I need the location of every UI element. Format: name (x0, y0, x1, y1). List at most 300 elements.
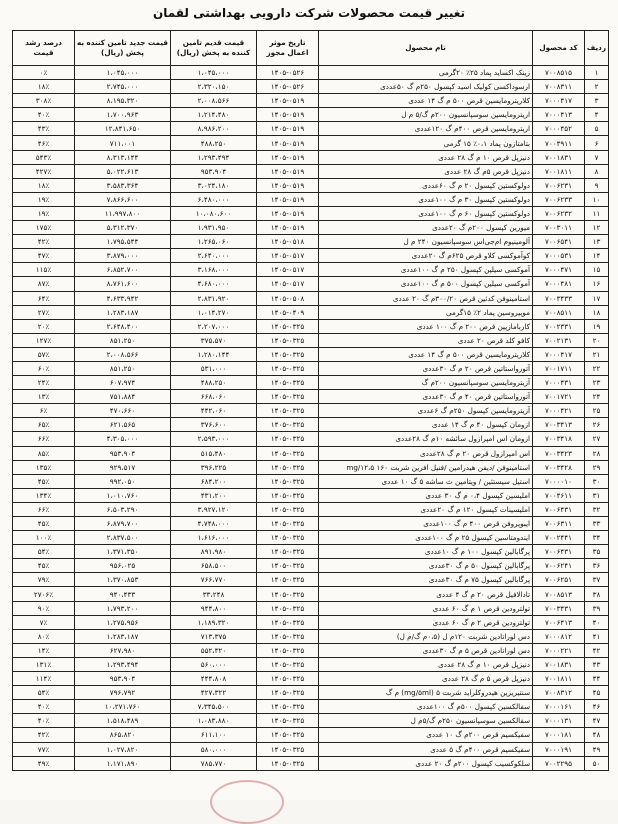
product-name-cell: کاربامازپین قرص ۲۰۰ م گ ۱۰۰ عددی (319, 319, 533, 333)
product-name-cell: بتامتازون پماد ۰،۱٪ ۱۵ گرمی (319, 136, 533, 150)
product-code-cell: ۷۰۰۴۹۱۱ (533, 136, 585, 150)
old-price-cell: ۱،۲۹۳،۴۹۴ (171, 150, 257, 164)
row-number-cell: ۱۶ (585, 277, 609, 291)
effective-date-cell: ۱۴۰۵-۰۳۲۵ (257, 531, 319, 545)
old-price-cell: ۲،۲۰۷،۰۰۰ (171, 319, 257, 333)
row-number-cell: ۲۲ (585, 361, 609, 375)
old-price-cell: ۴۸۸،۲۵۰ (171, 376, 257, 390)
effective-date-cell: ۱۴۰۵-۰۳۲۵ (257, 657, 319, 671)
new-price-cell: ۴،۳۰۵،۰۰۰ (75, 432, 171, 446)
growth-percent-cell: ۱۱۴٪ (13, 672, 75, 686)
effective-date-cell: ۱۴۰۵-۰۴۰۹ (257, 305, 319, 319)
old-price-cell: ۱،۱۸۹،۳۲۰ (171, 615, 257, 629)
effective-date-cell: ۱۴۰۵-۰۳۲۵ (257, 615, 319, 629)
new-price-cell: ۳،۸۷۹،۰۰۰ (75, 249, 171, 263)
effective-date-cell: ۱۴۰۵-۰۳۲۵ (257, 601, 319, 615)
old-price-cell: ۳،۱۶۸،۰۰۰ (171, 263, 257, 277)
product-code-cell: ۷۰۰۰۱۳۱ (533, 714, 585, 728)
table-row (13, 686, 609, 700)
effective-date-cell: ۱۴۰۵-۰۵۱۸ (257, 235, 319, 249)
row-number-cell: ۳۷ (585, 573, 609, 587)
table-row (13, 446, 609, 460)
effective-date-cell: ۱۴۰۵-۰۳۲۵ (257, 460, 319, 474)
product-name-cell: ایندومتاسین کپسول ۲۵ م گ ۱۰۰عددی (319, 531, 533, 545)
effective-date-cell: ۱۴۰۵-۰۳۲۵ (257, 319, 319, 333)
effective-date-cell: ۱۴۰۵-۰۳۲۵ (257, 502, 319, 516)
product-name-cell: آلومینیوم ام‌جی‌اس سوسپانسیون ۲۴۰ م ل (319, 235, 533, 249)
table-row (13, 108, 609, 122)
new-price-cell: ۱،۰۴۵،۰۰۰ (75, 66, 171, 80)
product-code-cell: ۷۰۰۰۴۱۷ (533, 347, 585, 361)
table-row (13, 672, 609, 686)
row-number-cell: ۲۵ (585, 404, 609, 418)
effective-date-cell: ۱۴۰۵-۰۵۱۷ (257, 249, 319, 263)
table-row (13, 361, 609, 375)
row-number-cell: ۱۳ (585, 235, 609, 249)
effective-date-cell: ۱۴۰۵-۰۳۲۵ (257, 361, 319, 375)
product-code-cell: ۷۰۰۶۲۴۱ (533, 559, 585, 573)
old-price-cell: ۶۵۸،۵۰۰ (171, 559, 257, 573)
old-price-cell: ۷۶۶،۷۷۰ (171, 573, 257, 587)
new-price-cell: ۹۵۳،۹۰۴ (75, 672, 171, 686)
old-price-cell: ۴۴۲،۰۶۰ (171, 404, 257, 418)
table-row (13, 488, 609, 502)
table-row (13, 615, 609, 629)
product-name-cell: کلاریترومایسین قرص ۵۰۰ م گ ۱۴ عددی (319, 347, 533, 361)
table-row (13, 742, 609, 756)
product-code-cell: ۷۰۰۰۱۹۱ (533, 742, 585, 756)
table-row (13, 291, 609, 305)
growth-percent-cell: ۱۰۰٪ (13, 531, 75, 545)
growth-percent-cell: ۶۴٪ (13, 291, 75, 305)
new-price-cell: ۶۲۱،۵۶۵ (75, 418, 171, 432)
row-number-cell: ۲ (585, 80, 609, 94)
product-code-cell: ۷۰۰۴۶۱۱ (533, 488, 585, 502)
product-code-cell: ۷۰۰۲۳۳۱ (533, 319, 585, 333)
header-name: نام محصول (319, 31, 533, 66)
growth-percent-cell: ۶٪ (13, 404, 75, 418)
effective-date-cell: ۱۴۰۵-۰۳۲۵ (257, 559, 319, 573)
growth-percent-cell: ۵۴۳٪ (13, 150, 75, 164)
row-number-cell: ۱۹ (585, 319, 609, 333)
product-name-cell: تادالافیل قرص ۲۰ م گ ۴ عددی (319, 587, 533, 601)
table-row (13, 347, 609, 361)
product-code-cell: ۷۰۰۸۵۱۳ (533, 587, 585, 601)
old-price-cell: ۷۸۵،۷۷۰ (171, 756, 257, 770)
header-new-price: قیمت جدید تامین کننده به پخش (ریال) (75, 31, 171, 66)
row-number-cell: ۱۰ (585, 192, 609, 206)
growth-percent-cell: ۲۴٪ (13, 376, 75, 390)
effective-date-cell: ۱۴۰۵-۰۵۱۹ (257, 164, 319, 178)
new-price-cell: ۸۶۵،۸۲۰ (75, 728, 171, 742)
new-price-cell: ۵،۳۱۲،۳۷۰ (75, 221, 171, 235)
effective-date-cell: ۱۴۰۵-۰۳۲۵ (257, 376, 319, 390)
product-code-cell: ۷۰۰۰۴۳۱ (533, 376, 585, 390)
new-price-cell: ۴،۶۳۳،۹۴۲ (75, 291, 171, 305)
growth-percent-cell: ۸۰٪ (13, 629, 75, 643)
new-price-cell: ۶،۸۵۲،۷۰۰ (75, 263, 171, 277)
new-price-cell: ۱،۷۹۵،۵۴۴ (75, 235, 171, 249)
growth-percent-cell: ۴۵٪ (13, 474, 75, 488)
old-price-cell: ۲،۶۴۰،۰۰۰ (171, 249, 257, 263)
row-number-cell: ۴۷ (585, 714, 609, 728)
old-price-cell: ۱،۲۱۴،۴۸۰ (171, 108, 257, 122)
product-code-cell: ۷۰۰۰۱۶۱ (533, 700, 585, 714)
table-row (13, 164, 609, 178)
row-number-cell: ۲۴ (585, 390, 609, 404)
table-row (13, 192, 609, 206)
new-price-cell: ۸۵۱،۲۵۰ (75, 361, 171, 375)
product-code-cell: ۷۰۰۰۴۸۱ (533, 277, 585, 291)
new-price-cell: ۱،۲۹۳،۴۹۴ (75, 657, 171, 671)
growth-percent-cell: ۲۷٪ (13, 305, 75, 319)
new-price-cell: ۱،۲۸۳،۱۸۷ (75, 629, 171, 643)
product-code-cell: ۷۰۰۶۲۳۲ (533, 206, 585, 220)
product-code-cell: ۷۰۰۸۵۱۵ (533, 66, 585, 80)
table-row (13, 502, 609, 516)
product-name-cell: دولوکستین کپسول ۶۰ م گ ۱۰۰عددی (319, 206, 533, 220)
product-code-cell: ۷۰۰۶۳۱۱ (533, 517, 585, 531)
new-price-cell: ۲،۷۴۵،۰۰۰ (75, 80, 171, 94)
effective-date-cell: ۱۴۰۵-۰۵۱۹ (257, 136, 319, 150)
growth-percent-cell: ۱۹٪ (13, 206, 75, 220)
growth-percent-cell: ۵۴٪ (13, 686, 75, 700)
effective-date-cell: ۱۴۰۵-۰۳۲۵ (257, 756, 319, 770)
product-code-cell: ۷۰۰۰۰۱۰ (533, 474, 585, 488)
table-row (13, 94, 609, 108)
growth-percent-cell: ۰٪ (13, 66, 75, 80)
table-row (13, 122, 609, 136)
old-price-cell: ۱۰،۰۸۰،۶۰۰ (171, 206, 257, 220)
new-price-cell: ۹۹۲،۰۵۰ (75, 474, 171, 488)
table-row (13, 150, 609, 164)
growth-percent-cell: ۶۵٪ (13, 418, 75, 432)
effective-date-cell: ۱۴۰۵-۰۳۲۵ (257, 629, 319, 643)
growth-percent-cell: ۴۲۷٪ (13, 164, 75, 178)
table-row (13, 80, 609, 94)
product-name-cell: پرگابالین کپسول ۷۵ م گ ۳۰عددی (319, 573, 533, 587)
effective-date-cell: ۱۴۰۵-۰۳۲۵ (257, 714, 319, 728)
effective-date-cell: ۱۴۰۵-۰۳۲۵ (257, 418, 319, 432)
growth-percent-cell: ۲۷۰۶٪ (13, 587, 75, 601)
product-name-cell: املیسینات کپسول ۱۲۰ م گ ۲۰عددی (319, 502, 533, 516)
table-row (13, 460, 609, 474)
table-row (13, 66, 609, 80)
old-price-cell: ۴۸۸،۲۵۰ (171, 136, 257, 150)
product-code-cell: ۷۰۰۰۴۱۳ (533, 108, 585, 122)
row-number-cell: ۲۷ (585, 432, 609, 446)
row-number-cell: ۳۴ (585, 531, 609, 545)
product-code-cell: ۷۰۰۰۴۲۱ (533, 404, 585, 418)
growth-percent-cell: ۴۵٪ (13, 559, 75, 573)
product-code-cell: ۷۰۰۳۴۲۳ (533, 446, 585, 460)
table-row (13, 418, 609, 432)
product-code-cell: ۷۰۰۳۴۱۸ (533, 432, 585, 446)
old-price-cell: ۵۳۱،۰۰۰ (171, 361, 257, 375)
new-price-cell: ۱،۷۹۳،۲۰۰ (75, 601, 171, 615)
growth-percent-cell: ۱۸٪ (13, 80, 75, 94)
effective-date-cell: ۱۴۰۵-۰۳۲۵ (257, 390, 319, 404)
product-name-cell: تولترودین قرص ۲ م گ ۶۰ عددی (319, 615, 533, 629)
product-name-cell: اریترومایسین سوسپانسیون ۲۰۰م گ/۵ م ل (319, 108, 533, 122)
growth-percent-cell: ۴۹٪ (13, 756, 75, 770)
new-price-cell: ۷،۸۶۶،۶۰۰ (75, 192, 171, 206)
old-price-cell: ۳،۹۲۷،۱۲۰ (171, 502, 257, 516)
new-price-cell: ۲،۸۳۷،۵۰۰ (75, 531, 171, 545)
product-name-cell: سنتیریزین هیدروکلراید شربت ۵ (mg/۵ml) م گ (319, 686, 533, 700)
row-number-cell: ۵ (585, 122, 609, 136)
old-price-cell: ۸،۹۸۶،۲۰۰ (171, 122, 257, 136)
product-name-cell: سفالکسین کپسول ۵۰۰م گ ۱۰۰عددی (319, 700, 533, 714)
header-row-number: ردیف (585, 31, 609, 66)
growth-percent-cell: ۱۲۷٪ (13, 333, 75, 347)
new-price-cell: ۱۲،۸۴۱،۶۵۰ (75, 122, 171, 136)
row-number-cell: ۵۰ (585, 756, 609, 770)
product-code-cell: ۷۰۰۳۴۳۱ (533, 601, 585, 615)
old-price-cell: ۱،۲۶۵،۰۶۰ (171, 235, 257, 249)
header-old-price: قیمت قدیم تامین کننده به پخش (ریال) (171, 31, 257, 66)
new-price-cell: ۶۰۷،۹۷۴ (75, 376, 171, 390)
row-number-cell: ۳۵ (585, 545, 609, 559)
row-number-cell: ۴۳ (585, 657, 609, 671)
product-name-cell: آتورواستاتین قرص ۲۰ م گ ۳۰عددی (319, 361, 533, 375)
table-row (13, 559, 609, 573)
product-name-cell: زینک اکساید پماد ۲۵٪ ۲۰گرمی (319, 66, 533, 80)
old-price-cell: ۵۶۰،۰۰۰ (171, 657, 257, 671)
old-price-cell: ۵۸۰،۰۰۰ (171, 742, 257, 756)
effective-date-cell: ۱۴۰۵-۰۳۲۵ (257, 333, 319, 347)
new-price-cell: ۲،۰۰۸،۵۶۶ (75, 347, 171, 361)
table-row (13, 221, 609, 235)
old-price-cell: ۳۷۵،۵۷۰ (171, 333, 257, 347)
table-row (13, 573, 609, 587)
table-row (13, 263, 609, 277)
new-price-cell: ۷۹۶،۷۹۲ (75, 686, 171, 700)
old-price-cell: ۹۴۴،۸۰۰ (171, 601, 257, 615)
row-number-cell: ۳۲ (585, 502, 609, 516)
new-price-cell: ۶۲۷،۹۸۰ (75, 643, 171, 657)
effective-date-cell: ۱۴۰۵-۰۳۲۵ (257, 446, 319, 460)
table-row (13, 601, 609, 615)
product-code-cell: ۷۰۰۶۴۱۳ (533, 615, 585, 629)
old-price-cell: ۳،۰۲۴،۱۸۰ (171, 178, 257, 192)
old-price-cell: ۶۶۸،۰۶۰ (171, 390, 257, 404)
product-code-cell: ۷۰۰۰۴۵۲ (533, 122, 585, 136)
effective-date-cell: ۱۴۰۵-۰۳۲۵ (257, 686, 319, 700)
product-name-cell: آموکسی سیلین کپسول ۲۵۰ م گ ۱۰۰عددی (319, 263, 533, 277)
old-price-cell: ۱،۰۴۵،۰۰۰ (171, 66, 257, 80)
product-name-cell: استامینوفن کدئین قرص ۳۰۰/۲۰م گ ۲۰ عددی (319, 291, 533, 305)
product-name-cell: سفالکسین سوسپانسیون ۲۵۰م گ/۵م ل (319, 714, 533, 728)
product-name-cell: دنیزپل قرص ۵م گ ۲۸ عددی (319, 164, 533, 178)
old-price-cell: ۲،۵۹۳،۰۰۰ (171, 432, 257, 446)
table-row (13, 178, 609, 192)
product-name-cell: دس لوراتادین شربت ۱۲۰م ل (۰،۵م گ/م ل) (319, 629, 533, 643)
product-name-cell: ارسوداکسی کولیک اسید کپسول ۲۵۰م گ ۵۰عددی (319, 80, 533, 94)
product-code-cell: ۷۰۰۱۸۳۱ (533, 150, 585, 164)
product-name-cell: پرگابالین کپسول ۱۰۰ م گ ۱۰عددی (319, 545, 533, 559)
product-code-cell: ۷۰۰۰۴۱۷ (533, 94, 585, 108)
new-price-cell: ۸،۷۶۱،۶۰۰ (75, 277, 171, 291)
product-name-cell: دنیزپل قرص ۱۰ م گ ۲۸ عددی (319, 657, 533, 671)
new-price-cell: ۴۷۰،۶۶۰ (75, 404, 171, 418)
old-price-cell: ۶،۴۸۰،۰۰۰ (171, 192, 257, 206)
product-name-cell: دنیزپل قرص ۱۰ م گ ۲۸ عددی (319, 150, 533, 164)
stamp-mark (210, 780, 284, 824)
new-price-cell: ۱،۳۷۰،۸۵۳ (75, 573, 171, 587)
row-number-cell: ۱۲ (585, 221, 609, 235)
growth-percent-cell: ۴۶٪ (13, 136, 75, 150)
product-name-cell: پرگابالین کپسول ۵۰ م گ ۳۰عددی (319, 559, 533, 573)
product-code-cell: ۷۰۰۸۵۱۱ (533, 305, 585, 319)
header-date: تاریخ موثر اعمال مجوز (257, 31, 319, 66)
product-name-cell: موپیروسین پماد ۲٪ ۱۵گرمی (319, 305, 533, 319)
product-code-cell: ۷۰۰۱۸۱۱ (533, 672, 585, 686)
old-price-cell: ۱،۰۸۳،۸۸۰ (171, 714, 257, 728)
effective-date-cell: ۱۴۰۵-۰۳۲۵ (257, 432, 319, 446)
table-row (13, 249, 609, 263)
old-price-cell: ۲،۳۲۰،۱۵۰ (171, 80, 257, 94)
old-price-cell: ۹۵۳،۹۰۴ (171, 164, 257, 178)
old-price-cell: ۴،۶۸۰،۰۰۰ (171, 277, 257, 291)
product-code-cell: ۷۰۰۲۱۳۱ (533, 333, 585, 347)
new-price-cell: ۸،۳۱۳،۱۴۴ (75, 150, 171, 164)
old-price-cell: ۱،۹۳۱،۹۵۰ (171, 221, 257, 235)
product-code-cell: ۷۰۰۶۲۳۳ (533, 192, 585, 206)
row-number-cell: ۲۳ (585, 376, 609, 390)
old-price-cell: ۲،۰۰۸،۵۶۶ (171, 94, 257, 108)
new-price-cell: ۱،۵۱۸،۴۸۹ (75, 714, 171, 728)
growth-percent-cell: ۳۰۸٪ (13, 94, 75, 108)
growth-percent-cell: ۷۷٪ (13, 742, 75, 756)
growth-percent-cell: ۴۲٪ (13, 728, 75, 742)
growth-percent-cell: ۴۰٪ (13, 714, 75, 728)
effective-date-cell: ۱۴۰۵-۰۳۲۵ (257, 672, 319, 686)
effective-date-cell: ۱۴۰۵-۰۵۱۹ (257, 108, 319, 122)
growth-percent-cell: ۱۳۱٪ (13, 657, 75, 671)
table-row (13, 333, 609, 347)
effective-date-cell: ۱۴۰۵-۰۵۱۹ (257, 206, 319, 220)
row-number-cell: ۸ (585, 164, 609, 178)
new-price-cell: ۵،۰۲۲،۶۱۳ (75, 164, 171, 178)
table-row (13, 432, 609, 446)
header-percent: درصد رشد قیمت (13, 31, 75, 66)
old-price-cell: ۷۱۳،۳۷۵ (171, 629, 257, 643)
table-row (13, 376, 609, 390)
growth-percent-cell: ۷۹٪ (13, 573, 75, 587)
table-row (13, 714, 609, 728)
old-price-cell: ۱،۶۱۶،۰۰۰ (171, 531, 257, 545)
old-price-cell: ۱،۰۱۴،۲۷۰ (171, 305, 257, 319)
table-row (13, 643, 609, 657)
effective-date-cell: ۱۴۰۵-۰۳۲۵ (257, 728, 319, 742)
old-price-cell: ۶۸۴،۲۰۰ (171, 474, 257, 488)
growth-percent-cell: ۱۱۵٪ (13, 263, 75, 277)
product-code-cell: ۷۰۰۱۷۱۱ (533, 361, 585, 375)
table-row (13, 657, 609, 671)
effective-date-cell: ۱۴۰۵-۰۳۲۵ (257, 587, 319, 601)
growth-percent-cell: ۴۵٪ (13, 517, 75, 531)
row-number-cell: ۴۱ (585, 629, 609, 643)
new-price-cell: ۱،۳۷۱،۳۵۰ (75, 545, 171, 559)
table-row (13, 136, 609, 150)
product-code-cell: ۷۰۰۸۳۱۱ (533, 80, 585, 94)
old-price-cell: ۸۹۱،۹۸۰ (171, 545, 257, 559)
product-name-cell: ایبوپروفن قرص ۴۰۰ م گ ۱۰۰عددی (319, 517, 533, 531)
row-number-cell: ۲۸ (585, 446, 609, 460)
new-price-cell: ۹۵۳،۹۰۴ (75, 446, 171, 460)
row-number-cell: ۹ (585, 178, 609, 192)
new-price-cell: ۳،۵۸۳،۳۶۴ (75, 178, 171, 192)
new-price-cell: ۱،۱۷۱،۸۹۰ (75, 756, 171, 770)
effective-date-cell: ۱۴۰۵-۰۵۱۷ (257, 277, 319, 291)
growth-percent-cell: ۵۷٪ (13, 347, 75, 361)
row-number-cell: ۳ (585, 94, 609, 108)
price-table (12, 30, 609, 771)
table-row (13, 531, 609, 545)
effective-date-cell: ۱۴۰۵-۰۵۲۶ (257, 66, 319, 80)
row-number-cell: ۲۰ (585, 333, 609, 347)
table-row (13, 700, 609, 714)
effective-date-cell: ۱۴۰۵-۰۵۱۹ (257, 150, 319, 164)
effective-date-cell: ۱۴۰۵-۰۳۲۵ (257, 700, 319, 714)
old-price-cell: ۶۱۱،۱۰۰ (171, 728, 257, 742)
row-number-cell: ۳۱ (585, 488, 609, 502)
product-name-cell: دولوکستین کپسول ۳۰ م گ ۱۰۰عددی (319, 192, 533, 206)
new-price-cell: ۱،۰۱۰،۷۶۰ (75, 488, 171, 502)
product-code-cell: ۷۰۰۳۴۲۸ (533, 460, 585, 474)
product-code-cell: ۷۰۰۰۱۸۱ (533, 728, 585, 742)
table-row (13, 277, 609, 291)
growth-percent-cell: ۷٪ (13, 615, 75, 629)
row-number-cell: ۴۵ (585, 686, 609, 700)
new-price-cell: ۸۵۱،۲۵۰ (75, 333, 171, 347)
product-code-cell: ۷۰۰۲۴۴۱ (533, 531, 585, 545)
row-number-cell: ۲۹ (585, 460, 609, 474)
effective-date-cell: ۱۴۰۵-۰۳۲۵ (257, 742, 319, 756)
new-price-cell: ۷۵۱،۸۸۴ (75, 390, 171, 404)
old-price-cell: ۲،۸۳۱،۹۲۰ (171, 291, 257, 305)
product-name-cell: دنیزپل قرص ۵ م گ ۲۸ عددی (319, 672, 533, 686)
product-name-cell: تولترودین قرص ۱ م گ ۶۰ عددی (319, 601, 533, 615)
product-code-cell: ۷۰۰۲۲۹۵ (533, 756, 585, 770)
product-code-cell: ۷۰۰۶۴۳۱ (533, 545, 585, 559)
old-price-cell: ۴۲۷،۳۲۲ (171, 686, 257, 700)
new-price-cell: ۶،۸۷۹،۷۰۰ (75, 517, 171, 531)
row-number-cell: ۷ (585, 150, 609, 164)
table-row (13, 587, 609, 601)
effective-date-cell: ۱۴۰۵-۰۳۲۵ (257, 347, 319, 361)
new-price-cell: ۱،۲۸۳،۱۸۷ (75, 305, 171, 319)
new-price-cell: ۷۱۱،۰۰۱ (75, 136, 171, 150)
row-number-cell: ۳۰ (585, 474, 609, 488)
product-code-cell: ۷۰۰۶۲۵۱ (533, 573, 585, 587)
table-row (13, 728, 609, 742)
row-number-cell: ۱۸ (585, 305, 609, 319)
growth-percent-cell: ۱۷۵٪ (13, 221, 75, 235)
row-number-cell: ۴۸ (585, 728, 609, 742)
product-code-cell: ۷۰۰۶۲۳۱ (533, 178, 585, 192)
table-row (13, 404, 609, 418)
old-price-cell: ۴۳۱،۲۰۰ (171, 488, 257, 502)
growth-percent-cell: ۴۲٪ (13, 235, 75, 249)
product-name-cell: اریترومایسین قرص ۴۰۰م گ ۱۲۰عددی (319, 122, 533, 136)
new-price-cell: ۱۱،۹۹۷،۸۰۰ (75, 206, 171, 220)
effective-date-cell: ۱۴۰۵-۰۵۱۹ (257, 192, 319, 206)
growth-percent-cell: ۹۰٪ (13, 601, 75, 615)
effective-date-cell: ۱۴۰۵-۰۳۲۵ (257, 643, 319, 657)
product-name-cell: آموکسی سیلین کپسول ۵۰۰ م گ ۱۰۰عددی (319, 277, 533, 291)
